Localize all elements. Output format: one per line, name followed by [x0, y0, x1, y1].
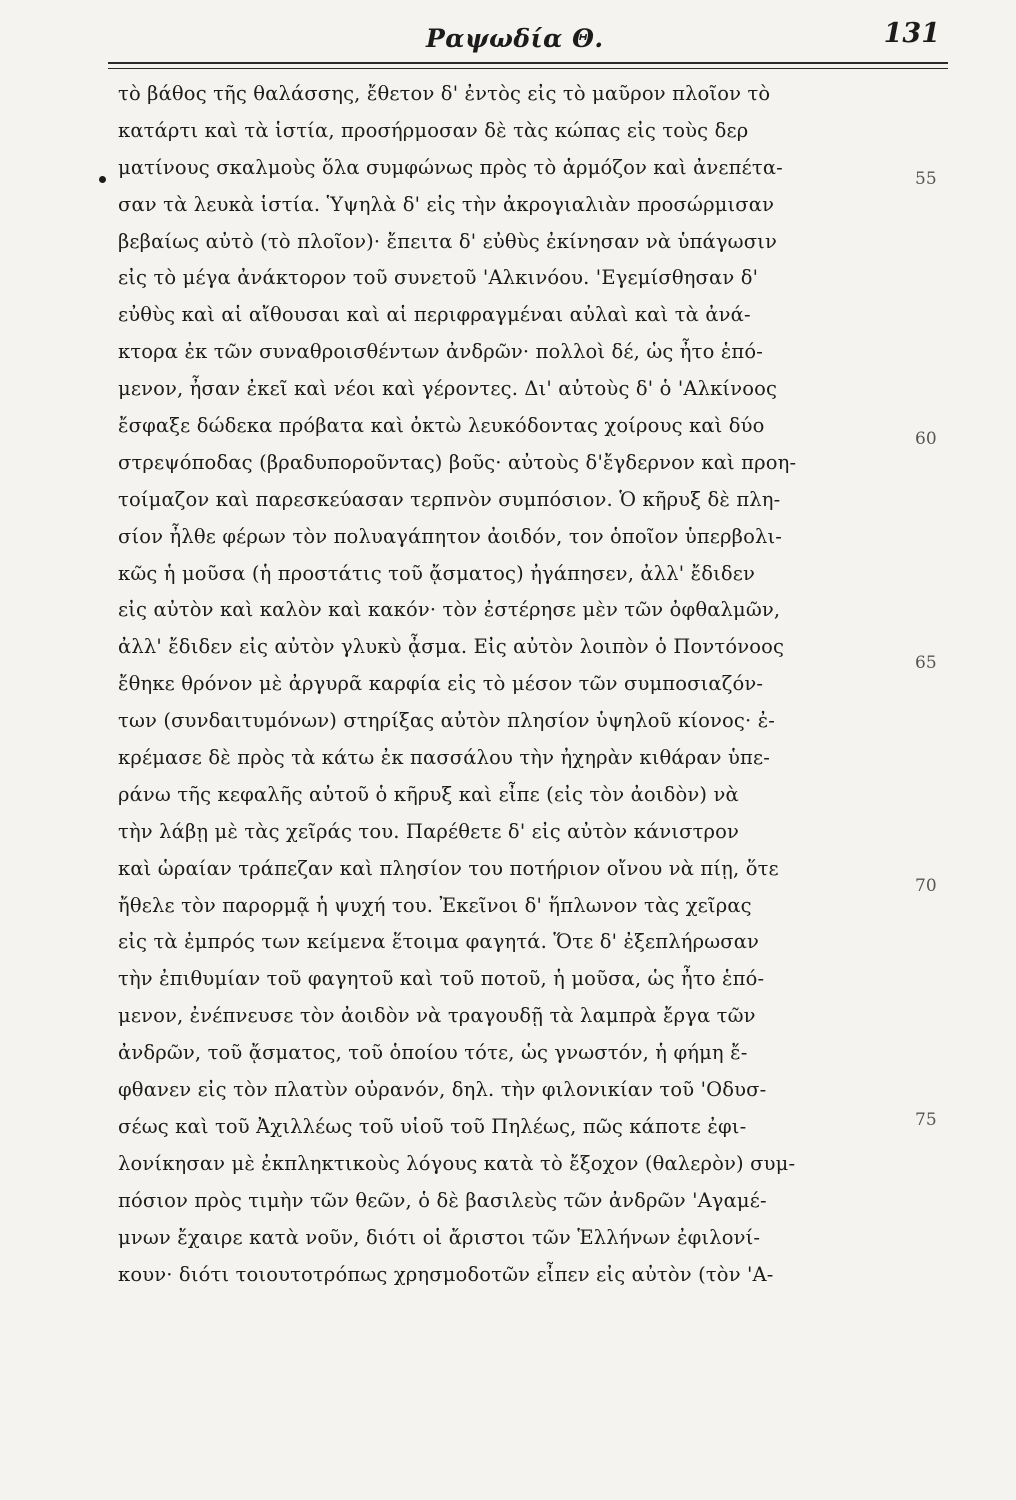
text-line: κουν· διότι τοιουτοτρόπως χρησμοδοτῶν εἶπεν εἰς αὐτὸν (τὸν 'Α-	[118, 1262, 774, 1286]
text-line: εἰς τὰ ἐμπρός των κείμενα ἕτοιμα φαγητά. Ὅτε δ' ἐξεπλήρωσαν	[118, 930, 760, 954]
text-line: σίον ἦλθε φέρων τὸν πολυαγάπητον ἀοιδόν, τον ὁποῖον ὑπερβολι-	[118, 524, 783, 548]
text-line: των (συνδαιτυμόνων) στηρίξας αὐτὸν πλησίον ὑψηλοῦ κίονος· ἐ-	[118, 709, 776, 733]
text-line: ἔσφαξε δώδεκα πρόβατα καὶ ὀκτὼ λευκόδοντας χοίρους καὶ δύο	[118, 414, 765, 438]
text-line: λονίκησαν μὲ ἐκπληκτικοὺς λόγους κατὰ τὸ ἔξοχον (θαλερὸν) συμ-	[118, 1151, 796, 1175]
line-number: 60	[915, 429, 937, 449]
text-line: εὐθὺς καὶ αἱ αἴθουσαι καὶ αἱ περιφραγμέναι αὐλαὶ καὶ τὰ ἀνά-	[118, 303, 751, 327]
text-line: μενον, ἐνέπνευσε τὸν ἀοιδὸν νὰ τραγουδῇ τὰ λαμπρὰ ἔργα τῶν	[118, 1004, 756, 1028]
text-line: ἀνδρῶν, τοῦ ᾄσματος, τοῦ ὁποίου τότε, ὡς γνωστόν, ἡ φήμη ἔ-	[118, 1041, 748, 1065]
text-line: ἔθηκε θρόνον μὲ ἀργυρᾶ καρφία εἰς τὸ μέσον τῶν συμποσιαζόν-	[118, 672, 764, 696]
text-line: τὴν ἐπιθυμίαν τοῦ φαγητοῦ καὶ τοῦ ποτοῦ, ἡ μοῦσα, ὡς ἦτο ἑπό-	[118, 967, 765, 991]
text-line: κῶς ἡ μοῦσα (ἡ προστάτις τοῦ ᾄσματος) ἠγάπησεν, ἀλλ' ἔδιδεν	[118, 561, 756, 585]
text-line: κρέμασε δὲ πρὸς τὰ κάτω ἐκ πασσάλου τὴν ἠχηρὰν κιθάραν ὑπε-	[118, 746, 770, 770]
header-rule-thick	[108, 62, 948, 64]
text-line: φθανεν εἰς τὸν πλατὺν οὐρανόν, δηλ. τὴν φιλονικίαν τοῦ 'Οδυσ-	[118, 1078, 767, 1102]
line-number: 65	[915, 653, 937, 673]
text-line: μενον, ἦσαν ἐκεῖ καὶ νέοι καὶ γέροντες. Δι' αὐτοὺς δ' ὁ 'Αλκίνοος	[118, 377, 778, 401]
running-title: Ραψωδία Θ.	[426, 24, 604, 53]
text-line: εἰς αὐτὸν καὶ καλὸν καὶ κακόν· τὸν ἐστέρησε μὲν τῶν ὀφθαλμῶν,	[118, 598, 781, 622]
header-rule-thin	[108, 68, 948, 69]
margin-bullet-mark	[99, 176, 106, 183]
text-line: τὴν λάβῃ μὲ τὰς χεῖράς του. Παρέθετε δ' εἰς αὐτὸν κάνιστρον	[118, 819, 740, 843]
text-line: σέως καὶ τοῦ Ἀχιλλέως τοῦ υἱοῦ τοῦ Πηλέως, πῶς κάποτε ἐφι-	[118, 1114, 747, 1138]
text-line: εἰς τὸ μέγα ἀνάκτορον τοῦ συνετοῦ 'Αλκινόου. 'Εγεμίσθησαν δ'	[118, 266, 759, 290]
line-number: 70	[915, 876, 937, 896]
page-header	[110, 18, 950, 58]
text-line: στρεψόποδας (βραδυποροῦντας) βοῦς· αὐτοὺς δ'ἔγδερνον καὶ προη-	[118, 450, 797, 474]
text-line: μνων ἔχαιρε κατὰ νοῦν, διότι οἱ ἄριστοι τῶν Ἑλλήνων ἐφιλονί-	[118, 1225, 761, 1249]
text-line: πόσιον πρὸς τιμὴν τῶν θεῶν, ὁ δὲ βασιλεὺς τῶν ἀνδρῶν 'Αγαμέ-	[118, 1188, 767, 1212]
text-line: κτορα ἐκ τῶν συναθροισθέντων ἀνδρῶν· πολλοὶ δέ, ὡς ἦτο ἑπό-	[118, 340, 764, 364]
text-line: σαν τὰ λευκὰ ἱστία. Ὑψηλὰ δ' εἰς τὴν ἀκρογιαλιὰν προσώρμισαν	[118, 192, 775, 216]
text-line: τοίμαζον καὶ παρεσκεύασαν τερπνὸν συμπόσιον. Ὁ κῆρυξ δὲ πλη-	[118, 487, 781, 511]
line-number: 55	[915, 169, 937, 189]
text-line: ἤθελε τὸν παρορμᾷ ἡ ψυχή του. Ἐκεῖνοι δ' ἥπλωνον τὰς χεῖρας	[118, 893, 752, 917]
line-number: 75	[915, 1110, 937, 1130]
text-line: καὶ ὡραίαν τράπεζαν καὶ πλησίον του ποτήριον οἴνου νὰ πίῃ, ὅτε	[118, 856, 779, 880]
page-number: 131	[883, 18, 940, 49]
text-line: ράνω τῆς κεφαλῆς αὐτοῦ ὁ κῆρυξ καὶ εἶπε (εἰς τὸν ἀοιδὸν) νὰ	[118, 782, 739, 806]
text-line: βεβαίως αὐτὸ (τὸ πλοῖον)· ἔπειτα δ' εὐθὺς ἐκίνησαν νὰ ὑπάγωσιν	[118, 229, 777, 253]
text-line: κατάρτι καὶ τὰ ἱστία, προσήρμοσαν δὲ τὰς κώπας εἰς τοὺς δερ	[118, 118, 749, 142]
main-text	[118, 76, 878, 1293]
text-line: τὸ βάθος τῆς θαλάσσης, ἔθετον δ' ἐντὸς εἰς τὸ μαῦρον πλοῖον τὸ	[118, 82, 771, 105]
text-line: ματίνους σκαλμοὺς ὅλα συμφώνως πρὸς τὸ ἁρμόζον καὶ ἀνεπέτα-	[118, 155, 783, 179]
text-line: ἀλλ' ἔδιδεν εἰς αὐτὸν γλυκὺ ᾆσμα. Εἰς αὐτὸν λοιπὸν ὁ Ποντόνοος	[118, 635, 785, 659]
